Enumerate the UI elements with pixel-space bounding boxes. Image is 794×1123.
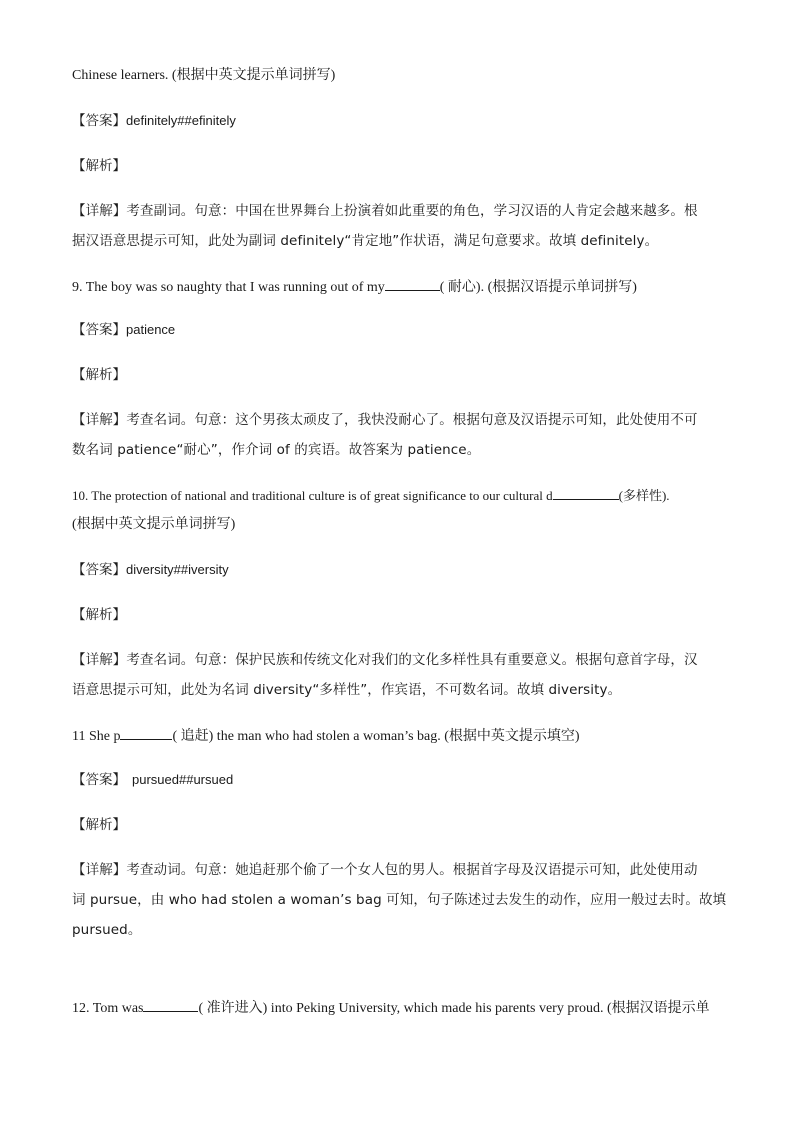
q8-detail-line1: 【详解】考查副词。句意：中国在世界舞台上扮演着如此重要的角色，学习汉语的人肯定会越来越多。根 — [72, 203, 698, 219]
q11-detail-line2: 词 pursue，由 who had stolen a woman’s bag 可知，句子陈述过去发生的动作，应用一般过去时。故填 — [72, 892, 727, 908]
q10-detail-line2: 语意思提示可知，此处为名词 diversity“多样性”，作宾语，不可数名词。故填 diversity。 — [72, 682, 622, 698]
q10-blank — [553, 486, 619, 500]
q10-answer-row — [72, 561, 722, 580]
q8-continuation: Chinese learners. (根据中英文提示单词拼写) — [72, 68, 336, 83]
q10-stem-line2: (根据中英文提示单词拼写) — [72, 517, 236, 532]
q8-answer-row — [72, 112, 722, 131]
q12-blank — [143, 998, 198, 1012]
q9-detail-line1: 【详解】考查名词。句意：这个男孩太顽皮了，我快没耐心了。根据句意及汉语提示可知，此处使用不可 — [72, 412, 698, 428]
q9-analysis-row — [72, 366, 722, 385]
q10-stem: 10. The protection of national and traditional culture is of great significance to our cultural d (多样性). — [72, 488, 670, 503]
q11-answer: pursued##ursued — [132, 772, 234, 787]
q11-blank — [120, 726, 172, 740]
analysis-tag: 【解析】 — [72, 367, 126, 383]
answer-tag: 【答案】 — [72, 772, 126, 788]
answer-tag: 【答案】 — [72, 113, 126, 129]
q8-detail-line2: 据汉语意思提示可知，此处为副词 definitely“肯定地”作状语，满足句意要求。故填 definitely。 — [72, 233, 659, 249]
detail-tag: 【详解】 — [72, 412, 127, 428]
analysis-tag: 【解析】 — [72, 607, 126, 623]
answer-tag: 【答案】 — [72, 562, 126, 578]
q9-blank — [385, 277, 440, 291]
analysis-tag: 【解析】 — [72, 817, 126, 833]
q9-answer: patience — [126, 322, 176, 337]
q9-stem: 9. The boy was so naughty that I was running out of my ( 耐心). (根据汉语提示单词拼写) — [72, 277, 722, 297]
q9-detail-line2: 数名词 patience“耐心”，作介词 of 的宾语。故答案为 patience。 — [72, 442, 481, 458]
q12-stem: 12. Tom was ( 准许进入) into Peking University, which made his parents very proud. (根据汉语提示单 — [72, 998, 722, 1018]
q11-stem: 11 She p ( 追赶) the man who had stolen a woman’s bag. (根据中英文提示填空) — [72, 726, 722, 746]
q10-answer: diversity##iversity — [126, 562, 229, 577]
q11-detail-line3: pursued。 — [72, 922, 142, 938]
detail-tag: 【详解】 — [72, 862, 127, 878]
detail-tag: 【详解】 — [72, 203, 127, 219]
q10-analysis-row — [72, 606, 722, 625]
answer-tag: 【答案】 — [72, 322, 126, 338]
analysis-tag: 【解析】 — [72, 158, 126, 174]
detail-tag: 【详解】 — [72, 652, 127, 668]
q9-answer-row — [72, 321, 722, 340]
q11-detail-line1: 【详解】考查动词。句意：她追赶那个偷了一个女人包的男人。根据首字母及汉语提示可知，此处使用动 — [72, 862, 698, 878]
q11-analysis-row — [72, 816, 722, 835]
q8-analysis-row — [72, 157, 722, 176]
q8-answer: definitely##efinitely — [126, 113, 236, 128]
q10-detail-line1: 【详解】考查名词。句意：保护民族和传统文化对我们的文化多样性具有重要意义。根据句意首字母，汉 — [72, 652, 698, 668]
q11-answer-row — [72, 771, 722, 790]
